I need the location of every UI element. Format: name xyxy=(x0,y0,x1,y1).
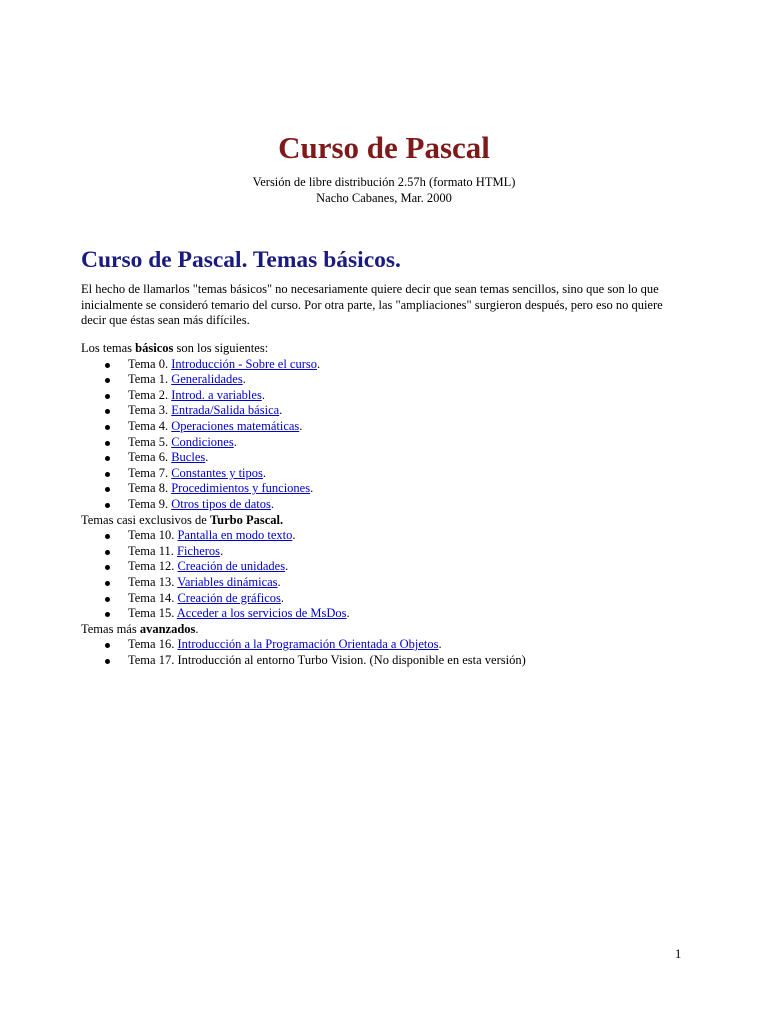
page-title: Curso de Pascal xyxy=(278,130,490,165)
group-label-turbo-pascal: Temas casi exclusivos de Turbo Pascal. xyxy=(81,512,284,527)
bullet-icon xyxy=(105,409,110,414)
list-item: Tema 5. Condiciones. xyxy=(81,435,701,451)
topic-link[interactable]: Introd. a variables xyxy=(171,387,262,402)
list-item: Tema 8. Procedimientos y funciones. xyxy=(81,481,701,497)
bullet-icon xyxy=(105,659,110,664)
topic-link[interactable]: Operaciones matemáticas xyxy=(171,418,300,433)
topic-link[interactable]: Bucles xyxy=(171,450,206,465)
topic-link[interactable]: Creación de unidades xyxy=(177,559,286,574)
intro-paragraph xyxy=(81,282,691,329)
bullet-icon xyxy=(105,565,110,570)
version-line: Versión de libre distribución 2.57h (formato HTML) xyxy=(252,175,516,189)
document-meta xyxy=(0,174,768,206)
list-item: Tema 3. Entrada/Salida básica. xyxy=(81,403,701,419)
bullet-icon xyxy=(105,487,110,492)
list-item: Tema 11. Ficheros. xyxy=(81,544,701,560)
topic-link[interactable]: Ficheros xyxy=(177,543,221,558)
list-item: Tema 16. Introducción a la Programación Orientada a Objetos. xyxy=(81,637,701,653)
intro-line: El hecho de llamarlos "temas básicos" no necesariamente quiere decir que sean temas sencillos, sino que son lo que xyxy=(81,282,659,296)
bullet-icon xyxy=(105,534,110,539)
bullet-icon xyxy=(105,503,110,508)
group-label-basic: Los temas básicos son los siguientes: xyxy=(81,341,269,355)
list-item: Tema 14. Creación de gráficos. xyxy=(81,591,701,607)
topic-list xyxy=(81,341,701,668)
list-item: Tema 10. Pantalla en modo texto. xyxy=(81,528,701,544)
topic-link[interactable]: Acceder a los servicios de MsDos xyxy=(176,606,347,621)
bullet-icon xyxy=(105,363,110,368)
list-item: Tema 0. Introducción - Sobre el curso. xyxy=(81,357,701,373)
topic-link[interactable]: Constantes y tipos xyxy=(171,465,263,480)
topic-link[interactable]: Procedimientos y funciones xyxy=(171,481,311,496)
list-item: Tema 4. Operaciones matemáticas. xyxy=(81,419,701,435)
list-item: Tema 17. Introducción al entorno Turbo Vision. (No disponible en esta versión) xyxy=(81,653,701,669)
intro-line: inicialmente se consideró temario del curso. Por otra parte, las "ampliaciones" surgieron después, pero eso no quiere xyxy=(81,297,663,312)
topic-link[interactable]: Entrada/Salida básica xyxy=(171,403,280,418)
section-heading: Curso de Pascal. Temas básicos. xyxy=(81,247,401,273)
list-item: Tema 9. Otros tipos de datos. xyxy=(81,497,701,513)
bullet-icon xyxy=(105,550,110,555)
bullet-icon xyxy=(105,597,110,602)
topic-link[interactable]: Variables dinámicas xyxy=(177,574,278,589)
author-line: Nacho Cabanes, Mar. 2000 xyxy=(316,191,452,205)
bullet-icon xyxy=(105,441,110,446)
bullet-icon xyxy=(105,643,110,648)
bullet-icon xyxy=(105,581,110,586)
bullet-icon xyxy=(105,378,110,383)
group-label-advanced: Temas más avanzados. xyxy=(81,621,199,636)
topic-link[interactable]: Condiciones xyxy=(171,434,234,449)
bullet-icon xyxy=(105,472,110,477)
topic-link[interactable]: Otros tipos de datos xyxy=(171,496,271,511)
page-number: 1 xyxy=(675,947,682,961)
list-item: Tema 13. Variables dinámicas. xyxy=(81,575,701,591)
bullet-icon xyxy=(105,612,110,617)
topic-link[interactable]: Introducción a la Programación Orientada a Objetos xyxy=(177,637,439,652)
list-item: Tema 12. Creación de unidades. xyxy=(81,559,701,575)
topic-link[interactable]: Generalidades xyxy=(171,372,243,387)
bullet-icon xyxy=(105,394,110,399)
list-item: Tema 2. Introd. a variables. xyxy=(81,388,701,404)
list-item: Tema 1. Generalidades. xyxy=(81,372,701,388)
list-item: Tema 15. Acceder a los servicios de MsDos. xyxy=(81,606,701,622)
list-item: Tema 7. Constantes y tipos. xyxy=(81,466,701,482)
list-item: Tema 6. Bucles. xyxy=(81,450,701,466)
topic-link[interactable]: Introducción - Sobre el curso xyxy=(171,356,318,371)
topic-link[interactable]: Creación de gráficos xyxy=(177,590,281,605)
bullet-icon xyxy=(105,425,110,430)
bullet-icon xyxy=(105,456,110,461)
intro-line: decir que éstas sean más difíciles. xyxy=(81,313,250,327)
topic-link[interactable]: Pantalla en modo texto xyxy=(177,528,293,543)
